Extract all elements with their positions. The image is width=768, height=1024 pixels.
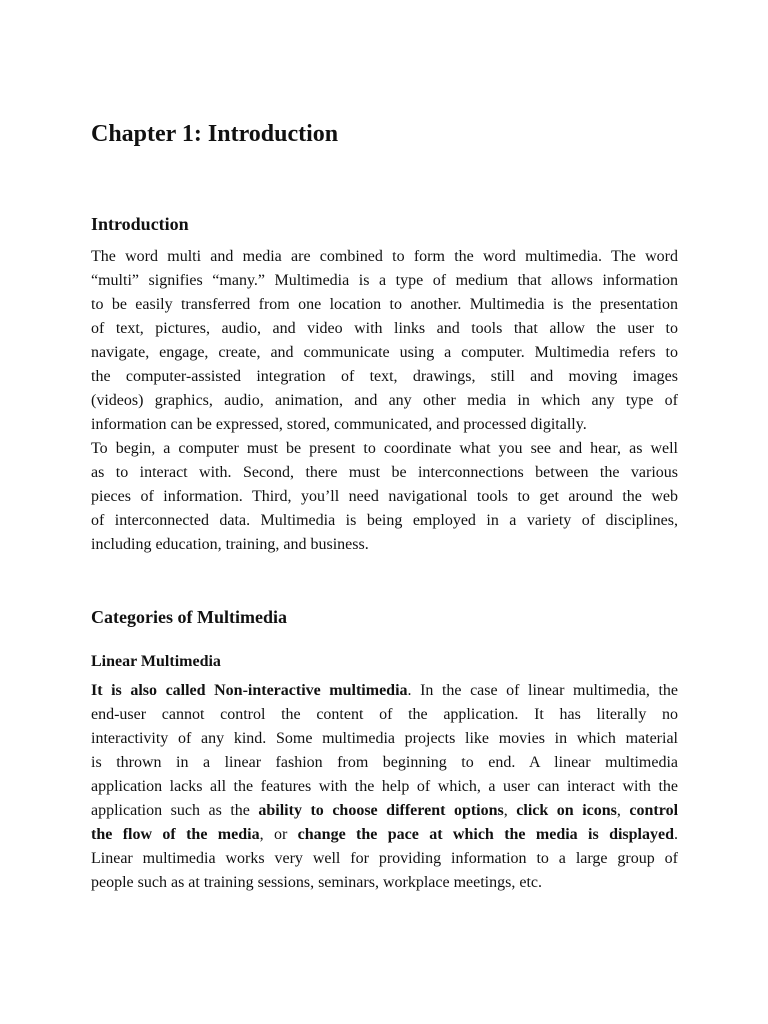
text-line: pieces of information. Third, you’ll need navigational tools to get around the web <box>91 488 678 505</box>
text-line: “multi” signifies “many.” Multimedia is a type of medium that allows information <box>91 272 678 289</box>
text-line: is thrown in a linear fashion from beginning to end. A linear multimedia <box>91 754 678 771</box>
categories-heading: Categories of Multimedia <box>91 607 287 627</box>
chapter-title: Chapter 1: Introduction <box>91 121 339 147</box>
introduction-paragraph-2 <box>91 437 678 557</box>
text-run: , <box>503 802 517 819</box>
text-run: , <box>616 802 630 819</box>
bold-phrase: It is also called Non-interactive multimedia <box>91 682 408 699</box>
text-line: to be easily transferred from one location to another. Multimedia is the presentation <box>91 296 678 313</box>
bold-phrase: the flow of the media <box>91 826 260 843</box>
text-line: navigate, engage, create, and communicate using a computer. Multimedia refers to <box>91 344 678 361</box>
text-line: The word multi and media are combined to form the word multimedia. The word <box>91 248 678 265</box>
text-line: interactivity of any kind. Some multimedia projects like movies in which material <box>91 730 678 747</box>
introduction-heading: Introduction <box>91 214 189 234</box>
bold-phrase: control <box>629 802 678 819</box>
linear-multimedia-heading: Linear Multimedia <box>91 653 221 670</box>
text-line: including education, training, and business. <box>91 536 369 553</box>
text-line: of interconnected data. Multimedia is being employed in a variety of disciplines, <box>91 512 678 529</box>
text-line: application lacks all the features with the help of which, a user can interact with the <box>91 778 678 795</box>
text-line: of text, pictures, audio, and video with links and tools that allow the user to <box>91 320 678 337</box>
text-line: To begin, a computer must be present to coordinate what you see and hear, as well <box>91 440 678 457</box>
bold-phrase: change the pace at which the media is displayed <box>297 826 675 843</box>
text-run: . In the case of linear multimedia, the <box>407 682 678 699</box>
text-line: end-user cannot control the content of the application. It has literally no <box>91 706 678 723</box>
text-line: information can be expressed, stored, communicated, and processed digitally. <box>91 416 587 433</box>
text-line <box>91 679 678 703</box>
linear-multimedia-paragraph <box>91 679 678 895</box>
text-line: the computer-assisted integration of text, drawings, still and moving images <box>91 368 678 385</box>
bold-phrase: click on icons <box>516 802 617 819</box>
text-line <box>91 823 678 847</box>
text-run: , or <box>259 826 298 843</box>
text-line: as to interact with. Second, there must be interconnections between the various <box>91 464 678 481</box>
text-line <box>91 799 678 823</box>
text-run: application such as the <box>91 802 259 819</box>
bold-phrase: ability to choose different options <box>258 802 504 819</box>
text-line: Linear multimedia works very well for providing information to a large group of <box>91 850 678 867</box>
text-line: people such as at training sessions, seminars, workplace meetings, etc. <box>91 874 542 891</box>
text-run: . <box>674 826 678 843</box>
text-line: (videos) graphics, audio, animation, and any other media in which any type of <box>91 392 678 409</box>
introduction-paragraph-1 <box>91 245 678 437</box>
